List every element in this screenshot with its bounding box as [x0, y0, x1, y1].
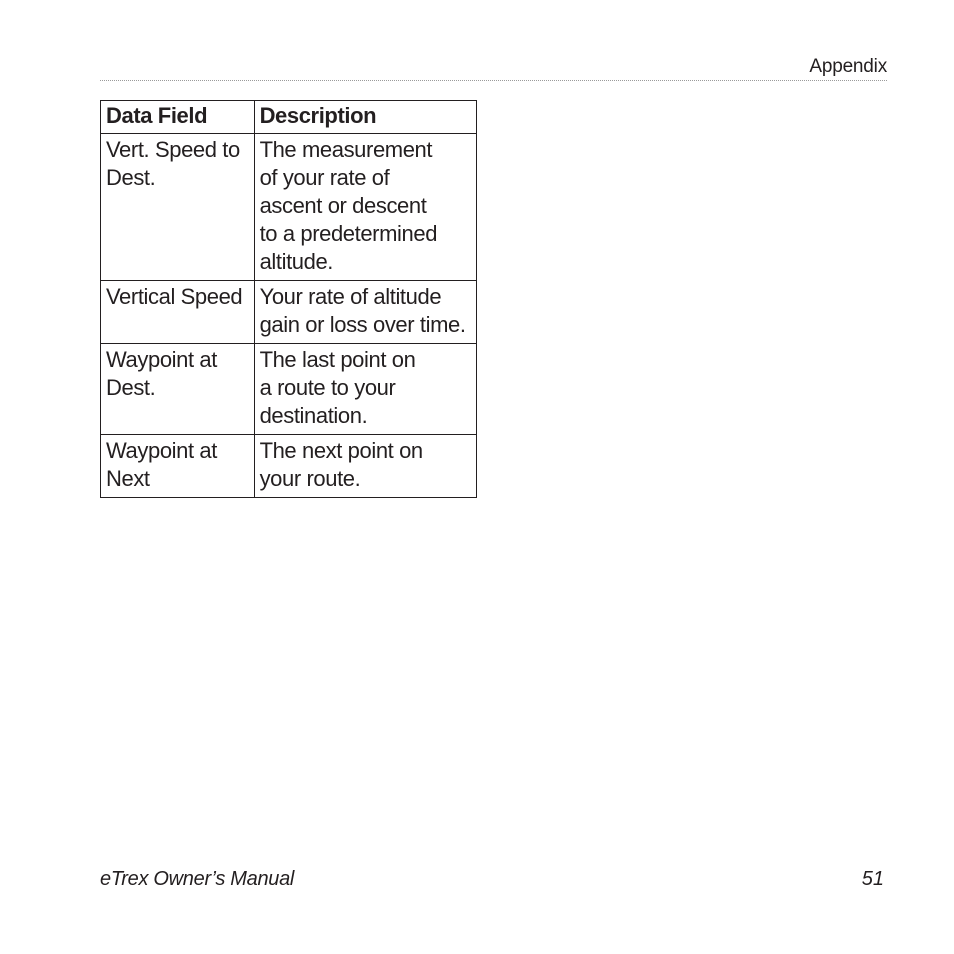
- data-field-name: Waypoint at Next: [106, 438, 217, 491]
- data-field-name: Vertical Speed: [106, 284, 243, 309]
- column-header-description: Description: [254, 101, 476, 134]
- table-row: [101, 435, 477, 498]
- description-cell: [254, 435, 476, 498]
- description-cell: [254, 134, 476, 281]
- table-row: [101, 344, 477, 435]
- footer-manual-title: eTrex Owner’s Manual: [100, 868, 295, 890]
- data-field-description: The last point on a route to your destination.: [259, 347, 416, 428]
- data-field-cell: [101, 281, 255, 344]
- data-field-name: Vert. Speed to Dest.: [106, 137, 240, 190]
- data-field-cell: [101, 134, 255, 281]
- table-header-row: [101, 101, 477, 134]
- running-header-section: Appendix: [809, 56, 887, 77]
- table-row: [101, 134, 477, 281]
- column-header-data-field: Data Field: [101, 101, 255, 134]
- header-divider: [100, 80, 887, 81]
- data-field-description: Your rate of altitude gain or loss over time.: [259, 284, 466, 337]
- description-cell: [254, 344, 476, 435]
- footer-page-number: 51: [861, 868, 884, 890]
- data-field-name: Waypoint at Dest.: [106, 347, 217, 400]
- description-cell: [254, 281, 476, 344]
- data-field-description: The measurement of your rate of ascent or descent to a predetermined altitude.: [259, 137, 438, 274]
- data-field-table: [100, 100, 477, 498]
- table-row: [101, 281, 477, 344]
- data-field-description: The next point on your route.: [259, 438, 423, 491]
- data-field-cell: [101, 435, 255, 498]
- data-field-cell: [101, 344, 255, 435]
